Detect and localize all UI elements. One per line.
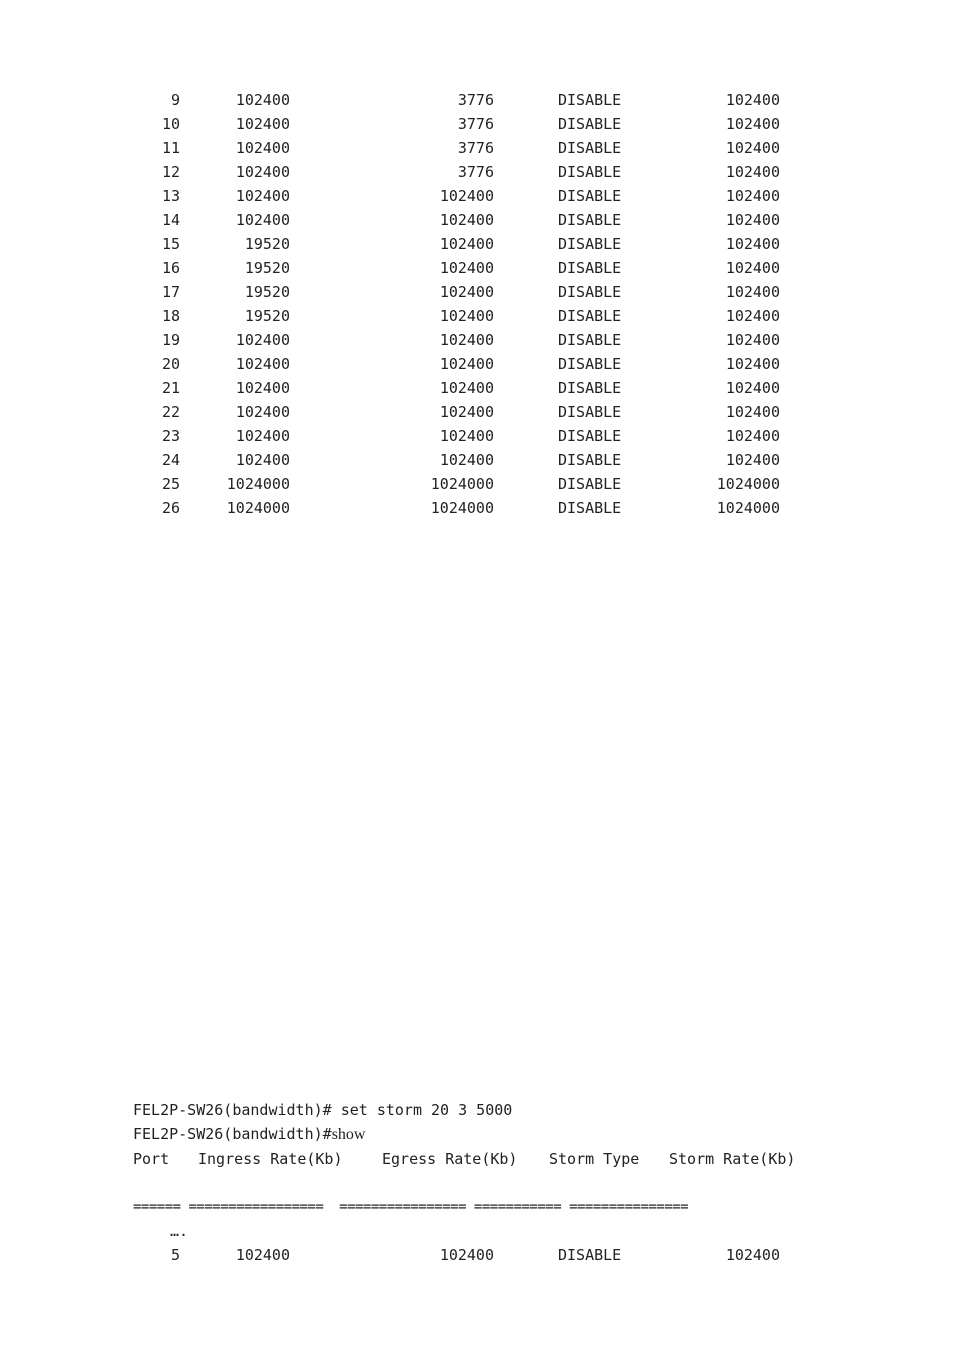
storm-rate-cell: 102400 — [725, 1246, 780, 1264]
column-header-storm-rate: Storm Rate(Kb) — [669, 1150, 796, 1168]
port-cell: 9 — [170, 91, 180, 109]
table-row — [0, 112, 954, 136]
storm-rate-cell: 102400 — [725, 163, 780, 181]
port-cell: 20 — [161, 355, 180, 373]
port-cell: 15 — [161, 235, 180, 253]
egress-cell: 102400 — [439, 259, 494, 277]
table-row — [0, 1243, 954, 1267]
table-row — [0, 304, 954, 328]
ingress-cell: 102400 — [235, 163, 290, 181]
table-row — [0, 472, 954, 496]
egress-cell: 102400 — [439, 403, 494, 421]
egress-cell: 102400 — [439, 283, 494, 301]
egress-cell: 102400 — [439, 331, 494, 349]
port-cell: 18 — [161, 307, 180, 325]
port-cell: 17 — [161, 283, 180, 301]
table-row — [0, 160, 954, 184]
column-header-storm-type: Storm Type — [549, 1150, 640, 1168]
table-row — [0, 184, 954, 208]
port-cell: 23 — [161, 427, 180, 445]
table-row — [0, 328, 954, 352]
ingress-cell: 102400 — [235, 331, 290, 349]
port-cell: 16 — [161, 259, 180, 277]
egress-cell: 3776 — [457, 91, 494, 109]
header-separator: ====== ================= ================ =========== =============== — [133, 1199, 689, 1215]
command-line-show — [133, 1122, 365, 1146]
egress-cell: 102400 — [439, 307, 494, 325]
storm-type-cell: DISABLE — [558, 379, 622, 397]
port-cell: 26 — [161, 499, 180, 517]
table-row — [0, 208, 954, 232]
storm-type-cell: DISABLE — [558, 307, 622, 325]
table-row — [0, 496, 954, 520]
egress-cell: 3776 — [457, 139, 494, 157]
storm-type-cell: DISABLE — [558, 259, 622, 277]
egress-cell: 1024000 — [430, 475, 494, 493]
storm-type-cell: DISABLE — [558, 1246, 622, 1264]
ingress-cell: 1024000 — [226, 499, 290, 517]
egress-cell: 102400 — [439, 427, 494, 445]
command-prompt: FEL2P-SW26(bandwidth)# — [133, 1125, 332, 1143]
ingress-cell: 19520 — [244, 283, 290, 301]
ingress-cell: 102400 — [235, 91, 290, 109]
column-header-egress: Egress Rate(Kb) — [382, 1150, 518, 1168]
storm-type-cell: DISABLE — [558, 283, 622, 301]
storm-type-cell: DISABLE — [558, 211, 622, 229]
storm-type-cell: DISABLE — [558, 139, 622, 157]
ingress-cell: 102400 — [235, 451, 290, 469]
port-cell: 10 — [161, 115, 180, 133]
table-row — [0, 256, 954, 280]
egress-cell: 102400 — [439, 1246, 494, 1264]
column-header-ingress: Ingress Rate(Kb) — [198, 1150, 343, 1168]
ingress-cell: 102400 — [235, 1246, 290, 1264]
storm-rate-cell: 102400 — [725, 451, 780, 469]
port-cell: 12 — [161, 163, 180, 181]
table-row — [0, 136, 954, 160]
storm-type-cell: DISABLE — [558, 475, 622, 493]
storm-type-cell: DISABLE — [558, 91, 622, 109]
storm-type-cell: DISABLE — [558, 331, 622, 349]
column-header-port: Port — [133, 1150, 170, 1168]
egress-cell: 102400 — [439, 211, 494, 229]
port-cell: 11 — [161, 139, 180, 157]
table-row — [0, 232, 954, 256]
port-cell: 25 — [161, 475, 180, 493]
port-cell: 19 — [161, 331, 180, 349]
storm-rate-cell: 102400 — [725, 379, 780, 397]
storm-type-cell: DISABLE — [558, 187, 622, 205]
ingress-cell: 102400 — [235, 211, 290, 229]
table-row — [0, 352, 954, 376]
storm-type-cell: DISABLE — [558, 235, 622, 253]
storm-rate-cell: 102400 — [725, 355, 780, 373]
egress-cell: 1024000 — [430, 499, 494, 517]
storm-type-cell: DISABLE — [558, 451, 622, 469]
ingress-cell: 102400 — [235, 187, 290, 205]
storm-rate-cell: 102400 — [725, 427, 780, 445]
storm-type-cell: DISABLE — [558, 499, 622, 517]
storm-rate-cell: 102400 — [725, 211, 780, 229]
port-cell: 24 — [161, 451, 180, 469]
command-line-set-storm: FEL2P-SW26(bandwidth)# set storm 20 3 5000 — [133, 1101, 513, 1119]
storm-type-cell: DISABLE — [558, 355, 622, 373]
storm-rate-cell: 102400 — [725, 187, 780, 205]
egress-cell: 102400 — [439, 187, 494, 205]
ellipsis: …. — [170, 1222, 189, 1240]
storm-type-cell: DISABLE — [558, 163, 622, 181]
ingress-cell: 102400 — [235, 355, 290, 373]
storm-type-cell: DISABLE — [558, 427, 622, 445]
table-row — [0, 280, 954, 304]
storm-rate-cell: 1024000 — [716, 475, 780, 493]
ingress-cell: 102400 — [235, 403, 290, 421]
storm-rate-cell: 102400 — [725, 115, 780, 133]
storm-rate-cell: 102400 — [725, 403, 780, 421]
table-row — [0, 88, 954, 112]
storm-rate-cell: 102400 — [725, 235, 780, 253]
command-argument: show — [331, 1126, 366, 1143]
ingress-cell: 102400 — [235, 427, 290, 445]
table-row — [0, 376, 954, 400]
egress-cell: 3776 — [457, 115, 494, 133]
table-row — [0, 400, 954, 424]
storm-rate-cell: 1024000 — [716, 499, 780, 517]
table-row — [0, 448, 954, 472]
storm-rate-cell: 102400 — [725, 283, 780, 301]
ingress-cell: 19520 — [244, 259, 290, 277]
port-cell: 22 — [161, 403, 180, 421]
egress-cell: 102400 — [439, 355, 494, 373]
port-cell: 14 — [161, 211, 180, 229]
storm-rate-cell: 102400 — [725, 307, 780, 325]
port-cell: 21 — [161, 379, 180, 397]
storm-rate-cell: 102400 — [725, 139, 780, 157]
storm-rate-cell: 102400 — [725, 91, 780, 109]
port-cell: 13 — [161, 187, 180, 205]
storm-rate-cell: 102400 — [725, 331, 780, 349]
storm-type-cell: DISABLE — [558, 115, 622, 133]
egress-cell: 102400 — [439, 235, 494, 253]
table-row — [0, 424, 954, 448]
ingress-cell: 19520 — [244, 307, 290, 325]
egress-cell: 3776 — [457, 163, 494, 181]
port-cell: 5 — [170, 1246, 180, 1264]
ingress-cell: 1024000 — [226, 475, 290, 493]
storm-type-cell: DISABLE — [558, 403, 622, 421]
egress-cell: 102400 — [439, 379, 494, 397]
ingress-cell: 102400 — [235, 379, 290, 397]
ingress-cell: 102400 — [235, 115, 290, 133]
egress-cell: 102400 — [439, 451, 494, 469]
storm-rate-cell: 102400 — [725, 259, 780, 277]
ingress-cell: 19520 — [244, 235, 290, 253]
ingress-cell: 102400 — [235, 139, 290, 157]
